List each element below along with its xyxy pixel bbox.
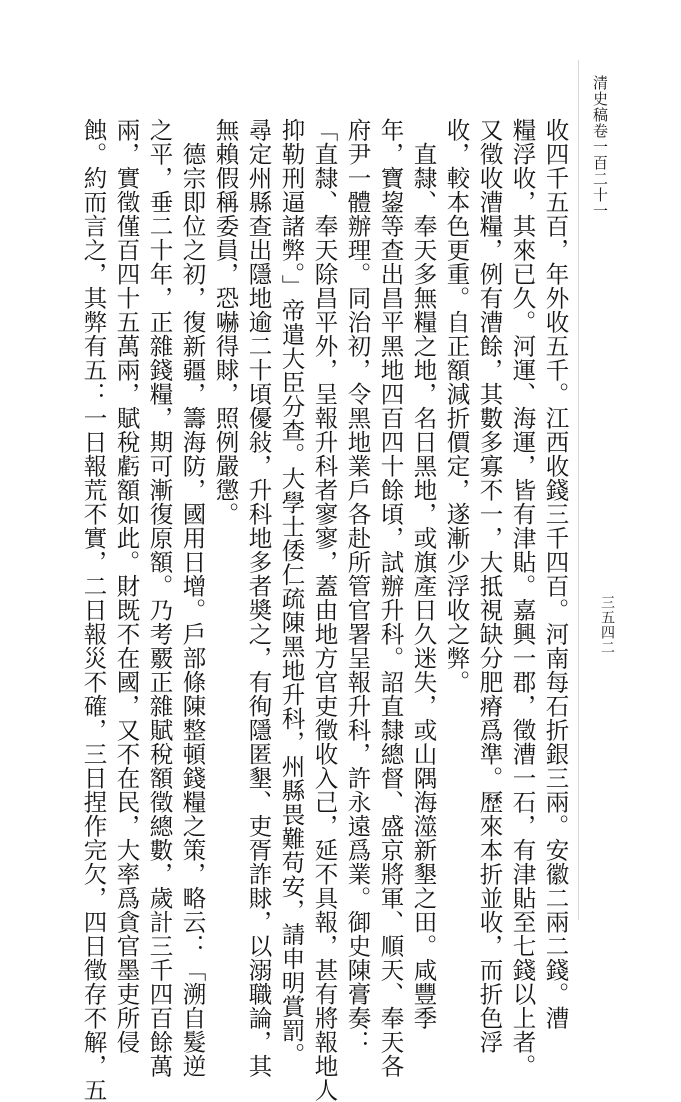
text-column: 之平，垂二十年，正雜錢糧，期可漸復原額。乃考覈正雜賦稅額徵總數，歲計三千四百餘萬	[145, 118, 174, 1078]
text-column: 收四千五百，年外收五千。江西收錢三千四百。河南每石折銀三兩。安徽二兩二錢。漕	[541, 118, 570, 1030]
text-column: 收，較本色更重。自正額減折價定，遂漸少浮收之弊。	[442, 118, 471, 694]
text-column: 糧浮收，其來已久。河運、海運，皆有津貼。嘉興一郡，徵漕一石，有津貼至七錢以上者。	[508, 118, 537, 1078]
text-column: 兩，實徵僅百四十五萬兩，賦稅虧額如此。財既不在國，又不在民，大率爲貪官墨吏所侵	[112, 118, 141, 1054]
text-column: 府尹一體辦理。同治初，令黑地業戶各赴所管官署呈報升科，許永遠爲業。御史陳膏奏：	[343, 118, 372, 1054]
text-column: 「直隸、奉天除昌平外，呈報升科者寥寥，蓋由地方官吏徵收入己，延不具報，甚有將報地人	[310, 118, 339, 1102]
text-column: 年，寶鋆等查出昌平黑地四百四十餘頃，試辦升科。詔直隸總督、盛京將軍、順天、奉天各	[376, 118, 405, 1078]
text-column: 蝕。約而言之，其弊有五：一日報荒不實，二日報災不確，三日捏作完欠，四日徵存不解，五	[79, 118, 108, 1102]
text-column: 尋定州縣查出隱地逾二十頃優敍，升科地多者奬之，有徇隱匿墾、吏胥詐賕，以溺職論，其	[244, 118, 273, 1078]
text-column: 抑勒刑逼諸弊。」帝遣大臣分查。大學士倭仁疏陳黑地升科，州縣畏難苟安，請申明賞罰。	[277, 118, 306, 1067]
text-column: 無賴假稱委員，恐嚇得賕，照例嚴懲。	[211, 118, 240, 526]
header-divider	[578, 60, 579, 920]
running-header-title: 清史稿卷一百二十一	[591, 75, 609, 219]
text-column: 直隸、奉天多無糧之地，名日黑地，或旗產日久迷失，或山隅海澨新墾之田。咸豐季	[409, 142, 438, 1030]
page-number: 三五四二	[599, 595, 615, 655]
text-column: 又徵收漕糧，例有漕餘，其數多寡不一，大抵視缺分肥瘠爲準。歷來本折並收，而折色浮	[475, 118, 504, 1054]
text-column: 德宗即位之初，復新疆，籌海防，國用日增。戶部條陳整頓錢糧之策，略云：「溯自髮逆	[178, 142, 207, 1078]
